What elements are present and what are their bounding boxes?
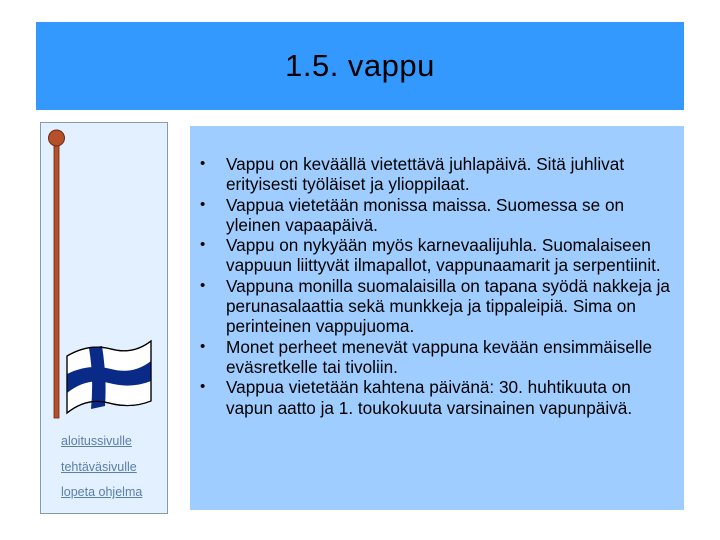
- slide-title: 1.5. vappu: [285, 48, 435, 83]
- nav-link-aloitussivulle[interactable]: aloitussivulle: [61, 434, 132, 448]
- nav-link-lopeta-ohjelma[interactable]: lopeta ohjelma: [61, 485, 143, 499]
- bullet-item: • Vappu on keväällä vietettävä juhlapäivä. Sitä juhlivat erityisesti työläiset ja ylioppilaat.: [190, 154, 684, 195]
- bullet-item: • Vappua vietetään monissa maissa. Suomessa se on yleinen vapaapäivä.: [190, 195, 684, 236]
- flag-pole-knob: [49, 130, 65, 146]
- flag-pole: [54, 143, 59, 418]
- bullet-item: • Vappuna monilla suomalaisilla on tapana syödä nakkeja ja perunasalaattia sekä munkkeja ja tippaleipiä. Sima on perinteinen vappujuoma.: [190, 276, 684, 337]
- bullet-list: [190, 154, 684, 418]
- finnish-flag-icon: [41, 123, 169, 423]
- flag-cloth: [67, 341, 151, 413]
- content-panel: [190, 126, 684, 510]
- side-panel: [40, 122, 168, 514]
- bullet-item: • Vappu on nykyään myös karnevaalijuhla. Suomalaiseen vappuun liittyvät ilmapallot, vappunaamarit ja serpentiinit.: [190, 235, 684, 276]
- bullet-item: • Vappua vietetään kahtena päivänä: 30. huhtikuuta on vapun aatto ja 1. toukokuuta varsinainen vapunpäivä.: [190, 377, 684, 418]
- nav-link-tehtavasivulle[interactable]: tehtäväsivulle: [61, 460, 137, 474]
- title-bar: [36, 22, 684, 110]
- bullet-item: • Monet perheet menevät vappuna kevään ensimmäiselle eväsretkelle tai tivoliin.: [190, 337, 684, 378]
